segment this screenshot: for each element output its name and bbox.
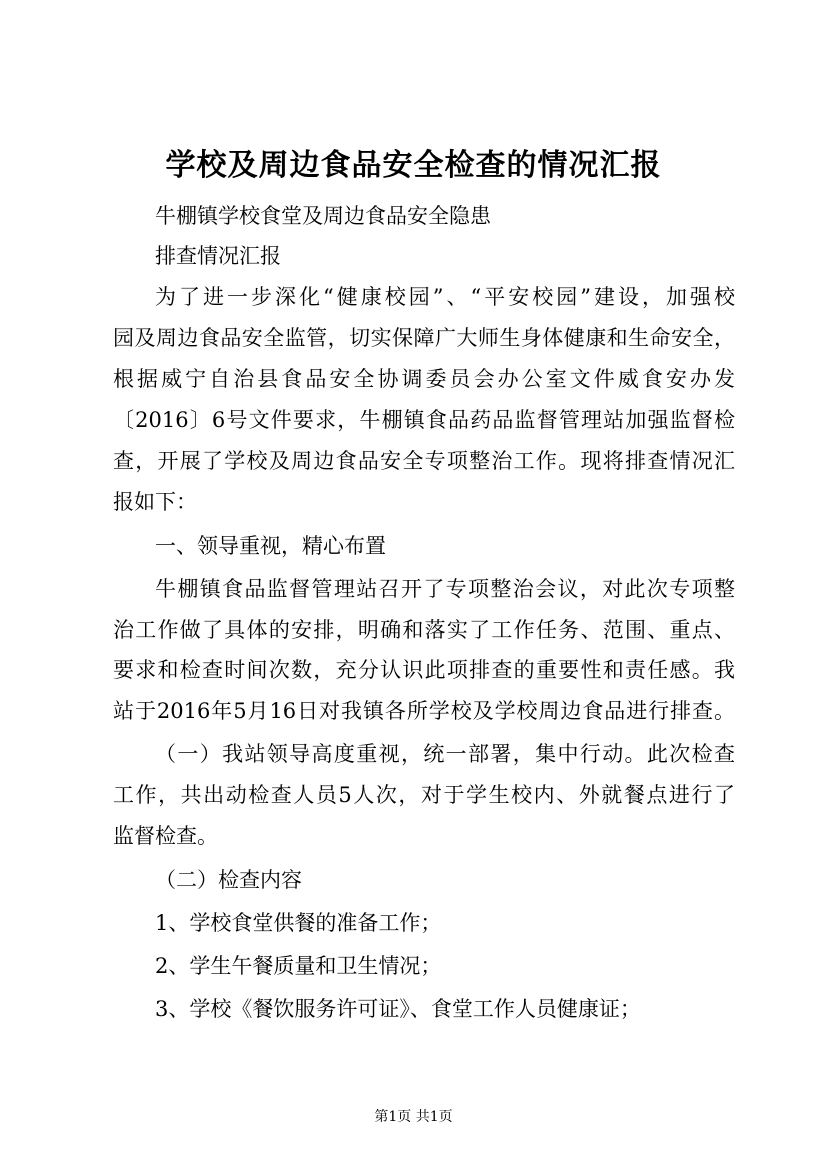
paragraph-1-line-5: 查，开展了学校及周边食品安全专项整治工作。现将排查情况汇 (113, 449, 735, 473)
subtitle-line-1: 牛棚镇学校食堂及周边食品安全隐患 (155, 204, 491, 228)
paragraph-2-line-3: 要求和检查时间次数，充分认识此项排查的重要性和责任感。我 (113, 658, 735, 682)
paragraph-1-line-3: 根据威宁自治县食品安全协调委员会办公室文件威食安办发 (113, 367, 735, 391)
subtitle-line-2: 排查情况汇报 (155, 244, 281, 268)
section-1-heading: 一、领导重视，精心布置 (155, 534, 386, 558)
paragraph-3-line-3: 监督检查。 (113, 824, 218, 848)
paragraph-1-line-1: 为了进一步深化“健康校园”、“平安校园”建设，加强校 (155, 285, 735, 309)
paragraph-3-line-2: 工作，共出动检查人员5人次，对于学生校内、外就餐点进行了 (113, 783, 735, 807)
paragraph-3-line-1: （一）我站领导高度重视，统一部署，集中行动。此次检查 (155, 742, 735, 766)
paragraph-1-line-6: 报如下： (113, 490, 197, 514)
document-title: 学校及周边食品安全检查的情况汇报 (165, 148, 662, 183)
list-item: 2、学生午餐质量和卫生情况； (155, 954, 442, 978)
paragraph-1-line-2: 园及周边食品安全监管，切实保障广大师生身体健康和生命安全， (113, 326, 735, 350)
paragraph-2-line-1: 牛棚镇食品监督管理站召开了专项整治会议，对此次专项整 (155, 577, 735, 601)
paragraph-2-line-4: 站于2016年5月16日对我镇各所学校及学校周边食品进行排查。 (113, 699, 735, 723)
list-item: 3、学校《餐饮服务许可证》、食堂工作人员健康证； (155, 997, 641, 1021)
paragraph-2-line-2: 治工作做了具体的安排，明确和落实了工作任务、范围、重点、 (113, 618, 735, 642)
subsection-2-heading: （二）检查内容 (155, 868, 302, 892)
list-item: 1、学校食堂供餐的准备工作； (155, 911, 442, 935)
page-footer: 第1页 共1页 (374, 1109, 453, 1125)
paragraph-1-line-4: 〔2016〕6号文件要求，牛棚镇食品药品监督管理站加强监督检 (113, 408, 735, 432)
